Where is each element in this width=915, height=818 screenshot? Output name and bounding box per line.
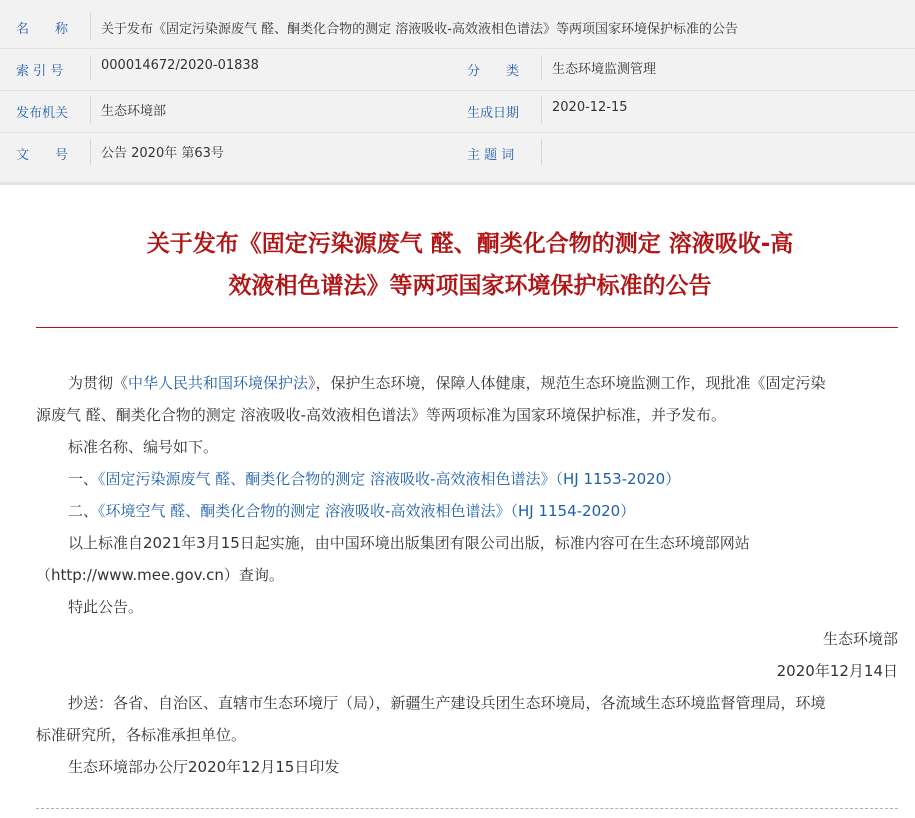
- docno-value: 公告 2020年 第63号: [101, 146, 224, 161]
- article-title: [60, 223, 880, 307]
- paragraph-implementation: 以上标准自2021年3月15日起实施，由中国环境出版集团有限公司出版，标准内容可在生态环境部网站: [68, 534, 750, 552]
- category-value: 生态环境监测管理: [552, 62, 657, 77]
- issuer-label: 发布机关: [16, 106, 69, 121]
- standard-item-1: [68, 463, 680, 495]
- divider: [90, 97, 91, 123]
- divider: [90, 139, 91, 165]
- standard-item-2: [68, 495, 635, 527]
- cc-list-line2: 标准研究所，各标准承担单位。: [36, 726, 247, 744]
- signature-date: 2020年12月14日: [776, 662, 898, 680]
- title-line-2: 效液相色谱法》等两项国家环境保护标准的公告: [228, 273, 712, 299]
- standard-link-hj1154[interactable]: 《环境空气 醛、酮类化合物的测定 溶液吸收-高效液相色谱法》（HJ 1154-2020）: [98, 502, 636, 520]
- date-label: 生成日期: [467, 106, 520, 121]
- docno-label: 文 号: [16, 148, 69, 163]
- subject-label: 主 题 词: [467, 148, 515, 163]
- paragraph-intro: [68, 367, 826, 399]
- divider: [541, 97, 542, 123]
- footer-divider: [36, 808, 898, 809]
- item-1-prefix: 一、: [68, 470, 99, 488]
- standard-link-hj1153[interactable]: 《固定污染源废气 醛、酮类化合物的测定 溶液吸收-高效液相色谱法》（HJ 1153-2020）: [98, 470, 681, 488]
- law-link[interactable]: 中华人民共和国环境保护法: [128, 374, 309, 392]
- category-label: 分 类: [467, 64, 520, 79]
- name-value: 关于发布《固定污染源废气 醛、酮类化合物的测定 溶液吸收-高效液相色谱法》等两项国家环境保护标准的公告: [101, 22, 738, 37]
- intro-text-post: 》，保护生态环境，保障人体健康，规范生态环境监测工作，现批准《固定污染: [308, 374, 826, 392]
- divider: [541, 55, 542, 81]
- paragraph-announcement: 特此公告。: [68, 598, 144, 616]
- paragraph-implementation-line2: （http://www.mee.gov.cn）查询。: [36, 566, 284, 584]
- divider: [541, 139, 542, 165]
- divider: [90, 13, 91, 39]
- cc-list: 抄送：各省、自治区、直辖市生态环境厅（局），新疆生产建设兵团生态环境局，各流域生态环境监督管理局，环境: [68, 694, 826, 712]
- title-line-1: 关于发布《固定污染源废气 醛、酮类化合物的测定 溶液吸收-高: [146, 231, 794, 257]
- title-divider: [36, 327, 898, 328]
- meta-row-index: [0, 48, 915, 90]
- divider: [90, 55, 91, 81]
- signature-org: 生态环境部: [822, 630, 898, 648]
- meta-row-docno: [0, 132, 915, 174]
- meta-row-name: [0, 6, 915, 48]
- name-label: 名 称: [16, 22, 69, 37]
- index-label: 索 引 号: [16, 64, 64, 79]
- meta-row-issuer: [0, 90, 915, 132]
- date-value: 2020-12-15: [552, 100, 628, 115]
- item-2-prefix: 二、: [68, 502, 99, 520]
- paragraph-intro-line2: 源废气 醛、酮类化合物的测定 溶液吸收-高效液相色谱法》等两项标准为国家环境保护标准，并予发布。: [36, 406, 726, 424]
- document-metadata-table: [0, 0, 915, 185]
- intro-text-pre: 为贯彻《: [68, 374, 129, 392]
- print-note: 生态环境部办公厅2020年12月15日印发: [68, 758, 340, 776]
- paragraph-standards-intro: 标准名称、编号如下。: [68, 438, 219, 456]
- issuer-value: 生态环境部: [101, 104, 167, 119]
- index-value: 000014672/2020-01838: [101, 58, 259, 73]
